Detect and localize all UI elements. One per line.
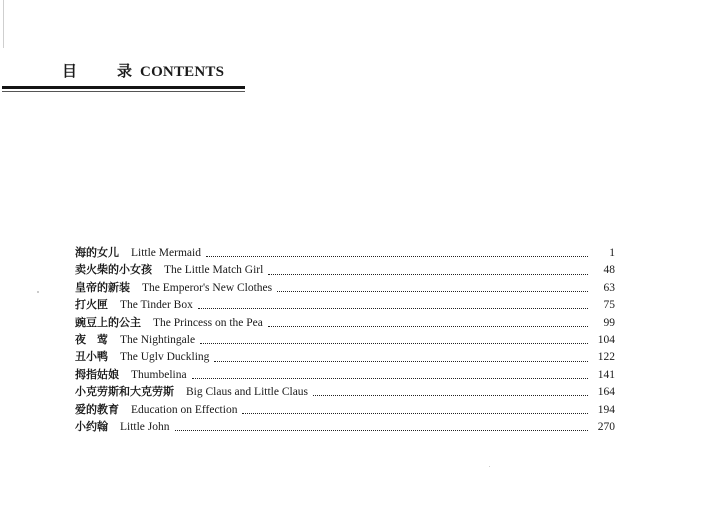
toc-entry-page-number: 1 <box>609 247 615 259</box>
toc-entry-page-number: 104 <box>597 333 615 346</box>
toc-entry-page-number: 122 <box>597 351 615 364</box>
scan-speck <box>520 292 521 293</box>
toc-entry-title-cn: 打火匣 <box>75 298 108 312</box>
scan-speck <box>489 466 490 467</box>
header-rule-thick <box>2 86 245 89</box>
header-rule-thin <box>2 91 245 92</box>
toc-entry-page-number: 141 <box>597 368 615 381</box>
header-title-cn-1: 目 <box>62 62 78 80</box>
toc-entry-title-cn: 拇指姑娘 <box>75 367 119 381</box>
toc-entry[interactable] <box>75 348 615 365</box>
dot-leader <box>313 387 588 396</box>
toc-entry-title-cn: 豌豆上的公主 <box>75 315 141 329</box>
toc-entry-title-cn: 丑小鸭 <box>75 350 108 364</box>
toc-entry-page-number: 99 <box>603 316 615 329</box>
toc-entry-title-en: Big Claus and Little Claus <box>186 386 309 399</box>
toc-entry-title-cn: 皇帝的新装 <box>75 280 130 294</box>
toc-entry-title-cn: 海的女儿 <box>75 246 119 259</box>
dot-leader <box>200 335 588 344</box>
dot-leader <box>277 283 588 292</box>
toc-entry[interactable] <box>75 366 615 383</box>
toc-entry[interactable] <box>75 401 615 418</box>
dot-leader <box>268 318 588 327</box>
toc-entry-title-en: The Nightingale <box>120 333 196 346</box>
toc-entry[interactable] <box>75 418 615 435</box>
toc-entry[interactable] <box>75 383 615 400</box>
dot-leader <box>268 266 588 275</box>
scan-speck <box>37 291 39 293</box>
page-edge-line <box>3 0 4 48</box>
dot-leader <box>198 300 588 309</box>
toc-entry-title-cn: 夜 莺 <box>75 332 108 346</box>
toc-entry-page-number: 194 <box>597 403 615 416</box>
toc-entry[interactable] <box>75 314 615 331</box>
toc-entry-title-cn: 小克劳斯和大克劳斯 <box>75 385 174 399</box>
contents-header <box>62 60 224 84</box>
toc-entry[interactable] <box>75 261 615 278</box>
toc-entry-page-number: 75 <box>603 299 615 312</box>
toc-entry-page-number: 164 <box>597 386 615 399</box>
header-title-en: CONTENTS <box>140 64 225 80</box>
toc-entry[interactable] <box>75 331 615 348</box>
toc-entry-title-cn: 爱的教育 <box>75 402 119 416</box>
toc-entry-title-cn: 卖火柴的小女孩 <box>75 263 152 277</box>
toc-entry-title-cn: 小约翰 <box>75 419 108 433</box>
toc-entry-title-en: Education on Effection <box>131 403 238 416</box>
dot-leader <box>175 422 588 431</box>
dot-leader <box>242 405 588 414</box>
toc-entry[interactable] <box>75 296 615 313</box>
header-title-cn-2: 录 <box>117 62 133 80</box>
toc-entry-title-en: The Tinder Box <box>120 299 193 312</box>
table-of-contents <box>75 244 615 435</box>
toc-entry-title-en: Little Mermaid <box>131 247 201 259</box>
toc-entry[interactable] <box>75 279 615 296</box>
toc-entry-page-number: 63 <box>603 281 615 294</box>
toc-entry-page-number: 270 <box>597 420 615 433</box>
toc-entry-title-en: The Uglv Duckling <box>120 351 210 364</box>
toc-entry-page-number: 48 <box>603 264 615 277</box>
toc-entry-title-en: The Little Match Girl <box>164 264 264 277</box>
toc-entry-title-en: Thumbelina <box>131 368 187 381</box>
toc-entry-title-en: The Princess on the Pea <box>153 316 263 329</box>
dot-leader <box>214 353 588 362</box>
dot-leader <box>206 248 588 257</box>
toc-entry[interactable] <box>75 244 615 261</box>
toc-entry-title-en: The Emperor's New Clothes <box>142 281 273 294</box>
toc-entry-title-en: Little John <box>120 420 170 433</box>
dot-leader <box>192 370 588 379</box>
